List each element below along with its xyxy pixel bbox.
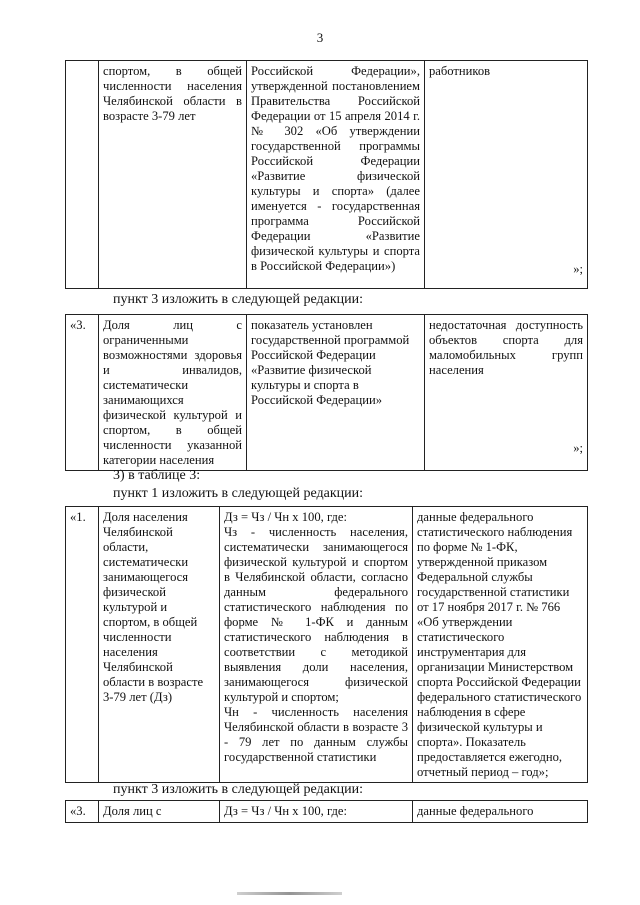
num-cell [66, 61, 99, 289]
table-row [66, 801, 588, 823]
table-row [66, 315, 588, 471]
source-cell: данные федерального статистического наблюдения по форме № 1-ФК, утвержденной приказом Федеральной службы государственной статистики от 17 ноября 2017 г. № 766 «Об утверждении статистического инструментария для организации Министерством спорта Российской Федерации федерального статистического наблюдения в сфере физической культуры и спорта». Показатель предоставляется ежегодно, отчетный период – год»; [413, 507, 588, 783]
formula-explanation-chn: Чн - численность населения Челябинской области в возрасте 3 - 79 лет по данным службы государственной статистики [224, 705, 408, 764]
num-cell: «3. [66, 315, 99, 471]
table-1-continuation [65, 60, 588, 289]
table-row [66, 61, 588, 289]
instruction-table-3: 3) в таблице 3: [113, 468, 201, 483]
indicator-cell: Доля населения Челябинской области, систематически занимающегося физической культурой и спортом, в общей численности населения Челябинской области в возрасте 3-79 лет (Дз) [99, 507, 220, 783]
num-cell: «1. [66, 507, 99, 783]
table-3-point-3 [65, 800, 588, 823]
factor-cell: работников »; [425, 61, 588, 289]
table-3-point-1 [65, 506, 588, 783]
instruction-point-1: пункт 1 изложить в следующей редакции: [113, 486, 363, 501]
source-cell: показатель установлен государственной программой Российской Федерации «Развитие физической культуры и спорта в Российской Федерации» [247, 315, 425, 471]
formula-cell [220, 507, 413, 783]
page-number: 3 [316, 30, 324, 45]
source-cell: данные федерального [413, 801, 588, 823]
formula-explanation-chz: Чз - численность населения, систематически занимающегося физической культурой и спортом в Челябинской области, согласно данным федерального статистического наблюдения по форме № 1-ФК и данным статистического наблюдения в соответствии с методикой выявления доли населения, занимающегося физической культурой и спортом; [224, 525, 408, 704]
table-2-point-3 [65, 314, 588, 471]
formula: Дз = Чз / Чн х 100, где: [224, 510, 347, 524]
indicator-cell: спортом, в общей численности населения Челябинской области в возрасте 3-79 лет [99, 61, 247, 289]
num-cell: «3. [66, 801, 99, 823]
instruction-point-3: пункт 3 изложить в следующей редакции: [113, 292, 363, 307]
indicator-cell: Доля лиц с [99, 801, 220, 823]
indicator-cell: Доля лиц с ограниченными возможностями здоровья и инвалидов, систематически занимающихся физической культурой и спортом, в общей численности указанной категории населения [99, 315, 247, 471]
scan-edge-mark [237, 892, 342, 895]
formula-cell: Дз = Чз / Чн х 100, где: [220, 801, 413, 823]
factor-cell: недостаточная доступность объектов спорта для маломобильных групп населения »; [425, 315, 588, 471]
instruction-point-3-second: пункт 3 изложить в следующей редакции: [113, 782, 363, 797]
table-row [66, 507, 588, 783]
source-cell: Российской Федерации», утвержденной постановлением Правительства Российской Федерации от 15 апреля 2014 г. № 302 «Об утверждении государственной программы Российской Федерации «Развитие физической культуры и спорта» (далее именуется - государственная программа Российской Федерации «Развитие физической культуры и спорта в Российской Федерации») [247, 61, 425, 289]
